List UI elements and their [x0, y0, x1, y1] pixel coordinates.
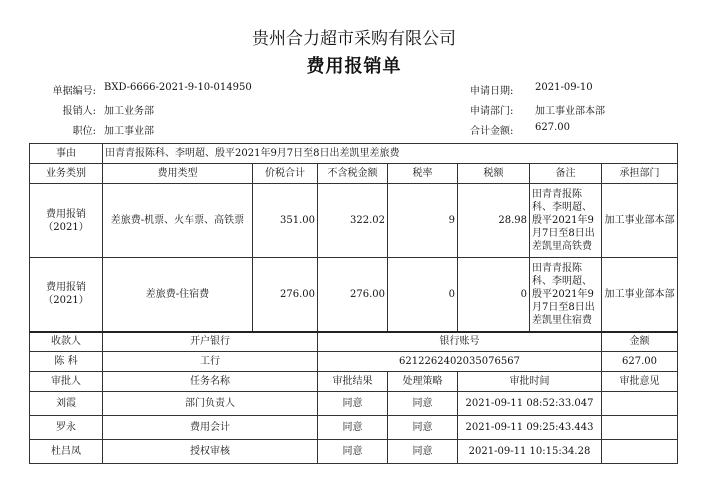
col-tax: 税额: [458, 164, 530, 184]
reason-value: 田青青报陈科、李明超、殷平2021年9月7日至8日出差凯里差旅费: [103, 144, 678, 164]
col-dept: 承担部门: [602, 164, 678, 184]
h-bank: 开户银行: [103, 332, 318, 352]
approval-result: 同意: [318, 440, 388, 464]
payee-row: [30, 352, 678, 372]
approval-header-row: [30, 372, 678, 392]
row-net: 322.02: [318, 184, 388, 258]
h-approver: 审批人: [30, 372, 103, 392]
h-result: 审批结果: [318, 372, 388, 392]
approval-strategy: 同意: [388, 440, 458, 464]
task-name: 部门负责人: [103, 392, 318, 416]
row-tax: 0: [458, 258, 530, 332]
h-amount: 金额: [602, 332, 678, 352]
reason-row: [30, 144, 678, 164]
h-task: 任务名称: [103, 372, 318, 392]
col-category: 业务类别: [30, 164, 103, 184]
row-total: 276.00: [253, 258, 318, 332]
row-remark: 田青青报陈科、李明超、殷平2021年9月7日至8日出差凯里住宿费: [530, 258, 602, 332]
col-net: 不含税金额: [318, 164, 388, 184]
task-name: 费用会计: [103, 416, 318, 440]
row-dept: 加工事业部本部: [602, 258, 678, 332]
approval-time: 2021-09-11 09:25:43.443: [458, 416, 602, 440]
approver-name: 罗永: [30, 416, 103, 440]
dept: 加工事业部本部: [535, 106, 605, 117]
h-strategy: 处理策略: [388, 372, 458, 392]
approval-result: 同意: [318, 392, 388, 416]
approval-time: 2021-09-11 08:52:33.047: [458, 392, 602, 416]
expense-row: [30, 258, 678, 332]
approval-row: [30, 392, 678, 416]
total-amount: 627.00: [535, 122, 570, 133]
approver-name: 杜吕凤: [30, 440, 103, 464]
approval-row: [30, 440, 678, 464]
h-opinion: 审批意见: [602, 372, 678, 392]
row-net: 276.00: [318, 258, 388, 332]
payee-account: 6212262402035076567: [318, 352, 602, 372]
apply-date-label: 申请日期:: [470, 86, 514, 97]
doc-no: BXD-6666-2021-9-10-014950: [104, 82, 252, 93]
expense-row: [30, 184, 678, 258]
row-tax: 28.98: [458, 184, 530, 258]
approval-strategy: 同意: [388, 416, 458, 440]
row-rate: 9: [388, 184, 458, 258]
approver-name: 刘霞: [30, 392, 103, 416]
row-type: 差旅费-机票、火车票、高铁票: [103, 184, 253, 258]
row-rate: 0: [388, 258, 458, 332]
h-payee: 收款人: [30, 332, 103, 352]
approval-time: 2021-09-11 10:15:34.28: [458, 440, 602, 464]
doc-no-label: 单据编号:: [52, 86, 96, 97]
dept-label: 申请部门:: [470, 106, 514, 117]
task-name: 授权审核: [103, 440, 318, 464]
col-type: 费用类型: [103, 164, 253, 184]
company-name: 贵州合力超市采购有限公司: [252, 29, 456, 49]
approval-strategy: 同意: [388, 392, 458, 416]
position-label: 职位:: [72, 126, 96, 137]
approval-opinion: [602, 440, 678, 464]
row-total: 351.00: [253, 184, 318, 258]
payee-amount: 627.00: [602, 352, 678, 372]
form-title: 费用报销单: [306, 56, 402, 77]
approval-opinion: [602, 392, 678, 416]
h-time: 审批时间: [458, 372, 602, 392]
row-type: 差旅费-住宿费: [103, 258, 253, 332]
row-dept: 加工事业部本部: [602, 184, 678, 258]
payee-header-row: [30, 332, 678, 352]
row-category: 费用报销（2021）: [30, 184, 103, 258]
col-total: 价税合计: [253, 164, 318, 184]
col-rate: 税率: [388, 164, 458, 184]
approval-opinion: [602, 416, 678, 440]
row-remark: 田青青报陈科、李明超、殷平2021年9月7日至8日出差凯里高铁费: [530, 184, 602, 258]
expense-table: [29, 143, 678, 464]
payee-bank: 工行: [103, 352, 318, 372]
total-label: 合计金额:: [470, 126, 514, 137]
apply-date: 2021-09-10: [535, 82, 593, 93]
applicant-label: 报销人:: [62, 106, 96, 117]
approval-result: 同意: [318, 416, 388, 440]
payee-name: 陈 科: [30, 352, 103, 372]
row-category: 费用报销（2021）: [30, 258, 103, 332]
approval-row: [30, 416, 678, 440]
col-remark: 备注: [530, 164, 602, 184]
reason-label: 事由: [30, 144, 103, 164]
column-header-row: [30, 164, 678, 184]
applicant: 加工业务部: [104, 106, 154, 117]
position: 加工事业部: [104, 126, 154, 137]
h-account: 银行账号: [318, 332, 602, 352]
